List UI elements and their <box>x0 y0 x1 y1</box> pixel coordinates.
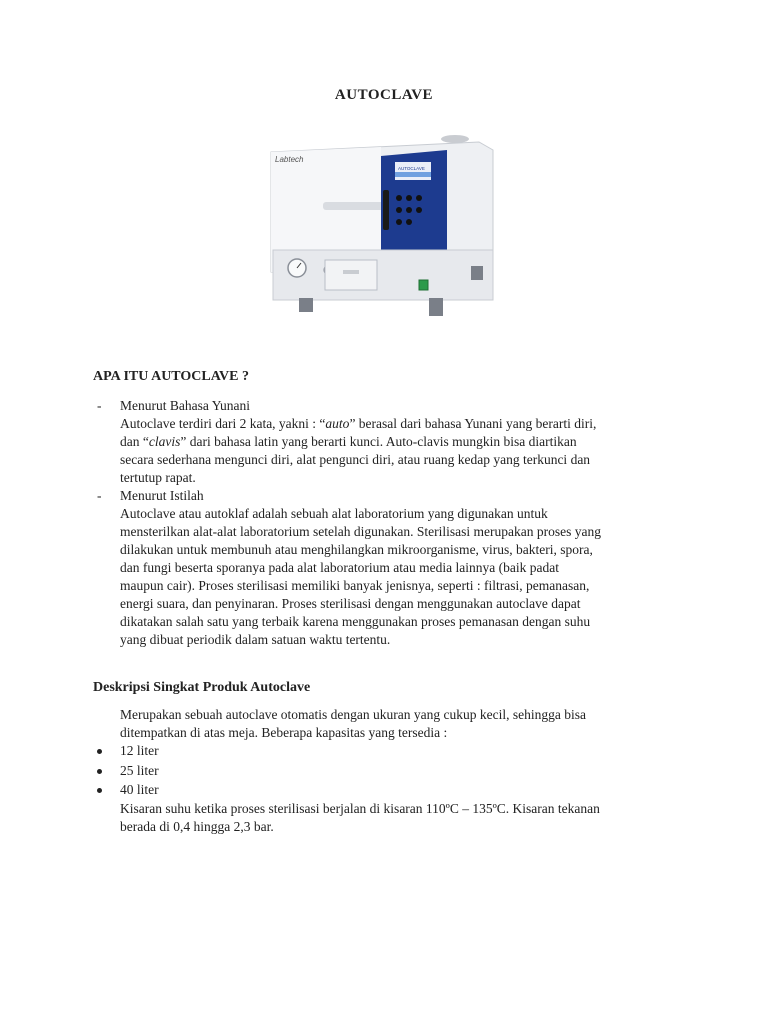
paragraph-line: dan “clavis” dari bahasa latin yang berarti kunci. Auto-clavis mungkin bisa diartikan <box>120 434 577 449</box>
document-title: AUTOCLAVE <box>334 87 434 103</box>
list-dash: - <box>97 398 102 413</box>
paragraph-line: Kisaran suhu ketika proses sterilisasi berjalan di kisaran 110ºC – 135ºC. Kisaran tekanan <box>120 801 600 816</box>
paragraph-line: dilakukan untuk membunuh atau menghilangkan mikroorganisme, virus, bakteri, spora, <box>120 542 593 557</box>
paragraph-line: yang dibuat periodik dalam satuan waktu tertentu. <box>120 632 391 647</box>
bullet-icon <box>97 769 102 774</box>
list-item-label: Menurut Istilah <box>120 488 204 503</box>
list-item: 40 liter <box>120 782 159 797</box>
paragraph-line: berada di 0,4 hingga 2,3 bar. <box>120 819 274 834</box>
bullet-icon <box>97 788 102 793</box>
paragraph-line: mensterilkan alat-alat laboratorium setelah digunakan. Sterilisasi merupakan proses yang <box>120 524 601 539</box>
paragraph-line: Merupakan sebuah autoclave otomatis dengan ukuran yang cukup kecil, sehingga bisa <box>120 707 586 722</box>
paragraph-line: Autoclave terdiri dari 2 kata, yakni : “auto” berasal dari bahasa Yunani yang berarti diri, <box>120 416 597 431</box>
paragraph-line: tertutup rapat. <box>120 470 196 485</box>
paragraph-line: dan fungi beserta sporanya pada alat laboratorium atau media lainnya (baik padat <box>120 560 559 575</box>
section-heading-deskripsi: Deskripsi Singkat Produk Autoclave <box>93 680 311 695</box>
brand-text: Labtech <box>275 155 304 164</box>
paragraph-line: dikatakan salah satu yang terbaik karena menggunakan proses pemanasan dengan suhu <box>120 614 591 629</box>
bullet-icon <box>97 749 102 754</box>
list-item: 25 liter <box>120 763 159 778</box>
panel-label: AUTOCLAVE <box>398 166 425 171</box>
autoclave-image <box>231 112 537 328</box>
list-item: 12 liter <box>120 743 159 758</box>
section-heading-apa-itu: APA ITU AUTOCLAVE ? <box>93 369 249 384</box>
paragraph-line: ditempatkan di atas meja. Beberapa kapasitas yang tersedia : <box>120 725 448 740</box>
paragraph-line: secara sederhana mengunci diri, alat pengunci diri, atau ruang kedap yang terkunci dan <box>120 452 591 467</box>
paragraph-line: maupun cair). Proses sterilisasi memiliki banyak jenisnya, seperti : filtrasi, pemanasan, <box>120 578 590 593</box>
list-dash: - <box>97 488 102 503</box>
paragraph-line: Autoclave atau autoklaf adalah sebuah alat laboratorium yang digunakan untuk <box>120 506 548 521</box>
list-item-label: Menurut Bahasa Yunani <box>120 398 250 413</box>
paragraph-line: energi suara, dan penyinaran. Proses sterilisasi dengan menggunakan autoclave dapat <box>120 596 581 611</box>
